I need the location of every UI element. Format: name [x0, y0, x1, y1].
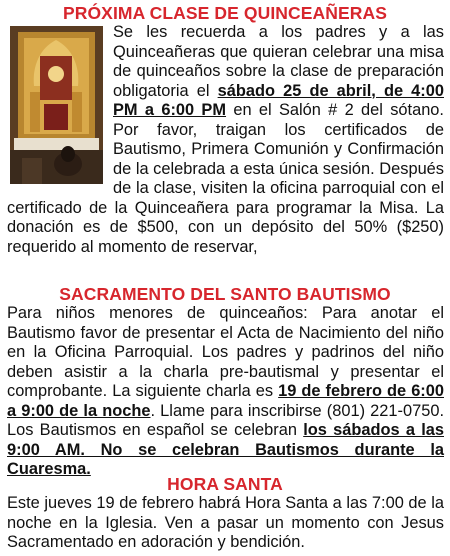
hora-santa-body: Este jueves 19 de febrero habrá Hora Santa a las 7:00 de la noche en la Iglesia. Ven a pasar un momento con Jesus Sacramentado en adoración y bendición.: [7, 494, 444, 551]
bautismo-heading: SACRAMENTO DEL SANTO BAUTISMO: [59, 284, 391, 304]
bautismo-date: 19 de febrero de 6:00 a 9:00 de la noche: [7, 382, 444, 420]
bautismo-text-1: Para niños menores de quinceaños: Para anotar el Bautismo favor de presentar el Acta de Nacimiento del niño en la Oficina Parroquial. Los padres y padrinos del niño deben asistir a la charla pre-bautismal y presentar el comprobante. La siguiente charla es: [7, 304, 444, 400]
hora-santa-section: [0, 474, 450, 553]
quinceaneras-section: [0, 3, 450, 257]
bautismo-section: [0, 284, 450, 480]
quinceaneras-body: [7, 23, 444, 257]
quinceaneras-date: sábado 25 de abril, de 4:00 PM a 6:00 PM: [113, 81, 444, 119]
hora-santa-heading: HORA SANTA: [167, 474, 283, 494]
altar-photo: [10, 26, 103, 184]
bautismo-body: [7, 304, 444, 480]
quinceaneras-text-1: Se les recuerda a los padres y a las Quinceañeras que quieran celebrar una misa de quinceaños sobre la clase de preparación obligatoria el: [113, 23, 444, 100]
bautismo-schedule: los sábados a las 9:00 AM. No se celebran Bautismos durante la Cuaresma.: [7, 421, 444, 478]
quinceaneras-heading: PRÓXIMA CLASE DE QUINCEAÑERAS: [62, 3, 388, 23]
altar-illustration: [10, 26, 103, 184]
quinceaneras-text-2: en el Salón # 2 del sótano. Por favor, traigan los certificados de Bautismo, Primera Comunión y Confirmación de la celebrada a esta única sesión. Después de la clase, visiten la oficina parroquial con el certificado de la Quinceañera para programar la Misa. La donación es de $500, con un depósito del 50% ($250) requerido al momento de reservar,: [7, 101, 444, 256]
bautismo-text-2: . Llame para inscribirse (801) 221-0750. Los Bautismos en español se celebran: [7, 401, 444, 439]
